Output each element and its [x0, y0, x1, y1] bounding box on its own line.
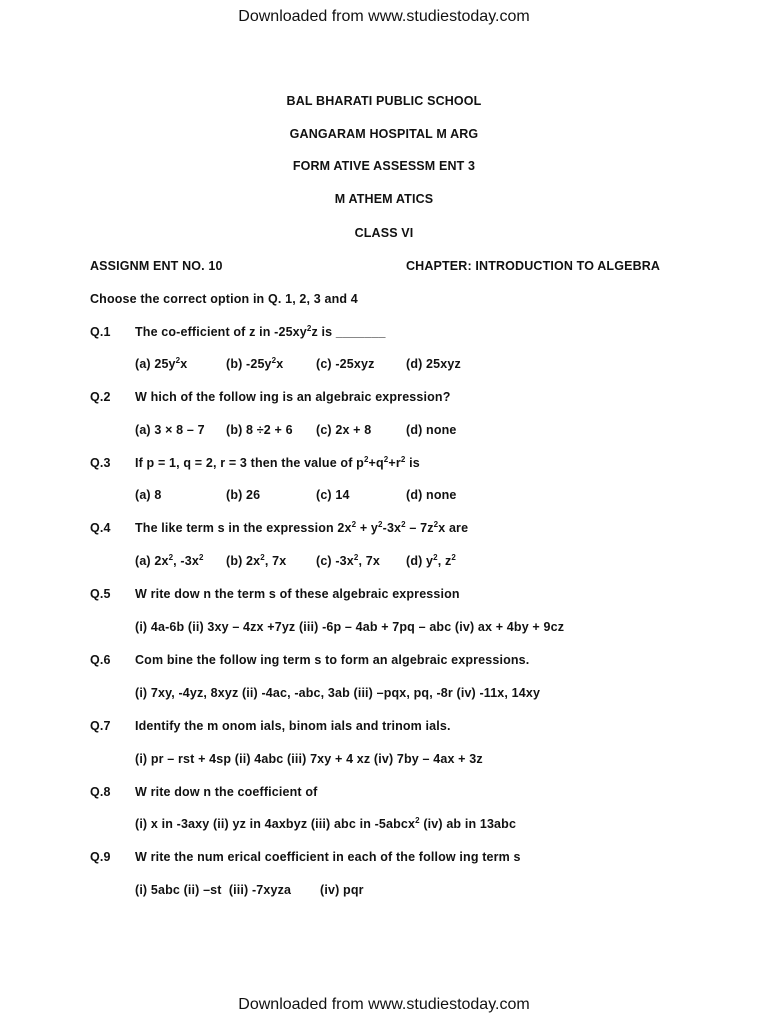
assignment-number: ASSIGNM ENT NO. 10 [90, 259, 223, 273]
question-text: The like term s in the expression $2x^2 + y^2-3x^2 - 7z^2x$ are [135, 520, 469, 535]
question-text: W rite dow n the coefficient of [135, 785, 318, 799]
option-c: (c) 2x + 8 [316, 423, 372, 437]
school-name: BAL BHARATI PUBLIC SCHOOL [286, 94, 482, 108]
assessment-title: FORM ATIVE ASSESSM ENT 3 [292, 159, 476, 173]
question-number: Q.7 [90, 719, 111, 733]
option-d: (d) none [406, 423, 457, 437]
option-a: (a) $25y^2x$ [135, 356, 188, 371]
question-number: Q.1 [90, 325, 111, 339]
question-text: If p = 1, q = 2, r = 3 then the value of $p^2+q^2+r^2$ is [135, 455, 420, 470]
option-d: (d) none [406, 488, 457, 502]
download-banner-top: Downloaded from www.studiestoday.com [238, 8, 530, 25]
option-b: (b) 8 ÷2 + 6 [226, 423, 293, 437]
subject-title: M ATHEM ATICS [334, 192, 434, 206]
option-b: (b) $-25y^2x$ [226, 356, 284, 371]
question-number: Q.4 [90, 521, 111, 535]
option-c: (c) -25xyz [316, 357, 375, 371]
option-d: (d) $y^2$, $z^2$ [406, 553, 457, 568]
option-a: (a) 8 [135, 488, 162, 502]
school-address: GANGARAM HOSPITAL M ARG [289, 127, 479, 141]
question-subparts: (i) 7xy, -4yz, 8xyz (ii) -4ac, -abc, 3ab (iii) –pqx, pq, -8r (iv) -11x, 14xy [135, 686, 541, 700]
option-a: (a) $2x^2$, $-3x^2$ [135, 553, 204, 568]
option-a: (a) 3 × 8 – 7 [135, 423, 205, 437]
class-title: CLASS VI [354, 226, 414, 240]
question-text: W rite dow n the term s of these algebraic expression [135, 587, 460, 601]
instruction-text: Choose the correct option in Q. 1, 2, 3 and 4 [90, 292, 358, 306]
option-d: (d) 25xyz [406, 357, 461, 371]
chapter-title: CHAPTER: INTRODUCTION TO ALGEBRA [406, 259, 661, 273]
question-text: The co-efficient of z in $-25xy^2z$ is _______ [135, 324, 386, 339]
option-b: (b) $2x^2$, 7x [226, 553, 287, 568]
question-number: Q.3 [90, 456, 111, 470]
question-text: Identify the m onom ials, binom ials and trinom ials. [135, 719, 451, 733]
question-subparts: (i) pr – rst + 4sp (ii) 4abc (iii) 7xy + 4 xz (iv) 7by – 4ax + 3z [135, 752, 483, 766]
question-text: Com bine the follow ing term s to form an algebraic expressions. [135, 653, 530, 667]
question-number: Q.8 [90, 785, 111, 799]
question-number: Q.2 [90, 390, 111, 404]
question-number: Q.5 [90, 587, 111, 601]
option-c: (c) 14 [316, 488, 350, 502]
question-number: Q.9 [90, 850, 111, 864]
question-subparts: (i) 5abc (ii) –st (iii) -7xyza (iv) pqr [135, 883, 364, 897]
question-number: Q.6 [90, 653, 111, 667]
question-subparts: (i) x in -3axy (ii) yz in 4axbyz (iii) abc in -5abcx$^2$ (iv) ab in 13abc [135, 816, 517, 831]
question-subparts: (i) 4a-6b (ii) 3xy – 4zx +7yz (iii) -6p – 4ab + 7pq – abc (iv) ax + 4by + 9cz [135, 620, 565, 634]
option-c: (c) $-3x^2$, 7x [316, 553, 380, 568]
question-text: W rite the num erical coefficient in each of the follow ing term s [135, 850, 521, 864]
download-banner-bottom: Downloaded from www.studiestoday.com [238, 996, 530, 1013]
option-b: (b) 26 [226, 488, 261, 502]
question-text: W hich of the follow ing is an algebraic expression? [135, 390, 451, 404]
